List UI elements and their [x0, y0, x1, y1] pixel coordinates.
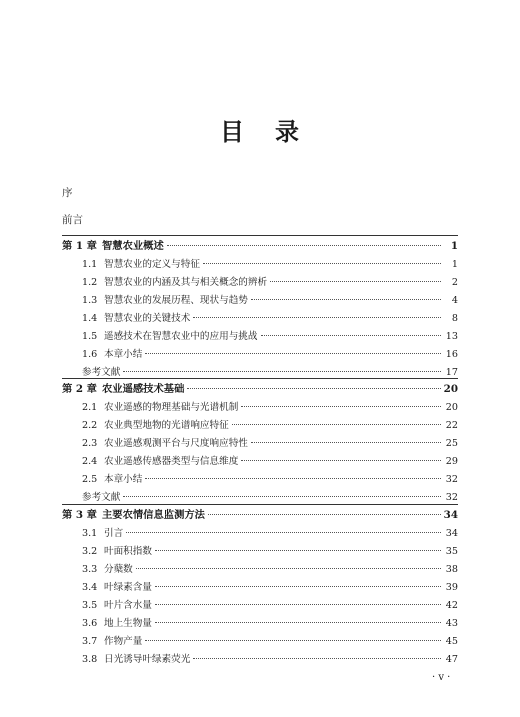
section-number: 2.5	[82, 474, 98, 485]
chapter-page: 20	[443, 383, 458, 395]
section-page: 8	[451, 313, 458, 324]
section-number: 2.4	[82, 456, 98, 467]
toc-section	[62, 310, 458, 328]
toc-section	[62, 471, 458, 489]
page-title-part2: 录	[275, 117, 300, 146]
section-page: 29	[445, 456, 458, 467]
chapter-title: 智慧农业概述	[102, 240, 164, 252]
toc-section	[62, 453, 458, 471]
leader-dots	[155, 586, 441, 587]
leader-dots	[145, 353, 441, 354]
section-number: 1.5	[82, 331, 98, 342]
chapter-page: 34	[443, 509, 458, 521]
leader-dots	[251, 299, 441, 300]
section-title: 智慧农业的发展历程、现状与趋势	[104, 295, 248, 306]
section-page: 47	[445, 654, 458, 665]
references-title: 参考文献	[82, 492, 121, 503]
leader-dots	[261, 335, 442, 336]
toc-section	[62, 399, 458, 417]
leader-dots	[187, 388, 440, 389]
section-number: 1.4	[82, 313, 98, 324]
chapter-title: 主要农情信息监测方法	[102, 509, 205, 521]
section-title: 农业典型地物的光谱响应特征	[104, 420, 229, 431]
chapter-page: 1	[450, 240, 458, 252]
leader-dots	[232, 424, 441, 425]
section-title: 智慧农业的关键技术	[104, 313, 191, 324]
leader-dots	[155, 550, 441, 551]
toc-section	[62, 292, 458, 310]
section-number: 3.8	[82, 654, 98, 665]
toc-section	[62, 579, 458, 597]
section-page: 25	[445, 438, 458, 449]
section-title: 分蘖数	[104, 564, 133, 575]
section-title: 农业遥感观测平台与尺度响应特性	[104, 438, 248, 449]
section-page: 2	[451, 277, 458, 288]
section-number: 3.4	[82, 582, 98, 593]
toc-section	[62, 346, 458, 364]
section-page: 35	[445, 546, 458, 557]
leader-dots	[241, 406, 441, 407]
page-title-part1: 目	[220, 117, 245, 146]
section-page: 45	[445, 636, 458, 647]
section-number: 1.3	[82, 295, 98, 306]
toc-section	[62, 651, 458, 669]
chapter-title: 农业遥感技术基础	[102, 383, 185, 395]
section-page: 34	[445, 528, 458, 539]
leader-dots	[155, 604, 441, 605]
leader-dots	[193, 658, 441, 659]
section-title: 智慧农业的内涵及其与相关概念的辨析	[104, 277, 268, 288]
section-page: 1	[451, 259, 458, 270]
leader-dots	[123, 496, 441, 497]
section-page: 43	[445, 618, 458, 629]
section-number: 3.7	[82, 636, 98, 647]
chapter-heading	[62, 505, 458, 525]
page-title	[0, 112, 520, 147]
section-number: 3.2	[82, 546, 98, 557]
leader-dots	[270, 281, 441, 282]
section-title: 本章小结	[104, 349, 143, 360]
toc-section	[62, 435, 458, 453]
section-title: 地上生物量	[104, 618, 152, 629]
section-title: 日光诱导叶绿素荧光	[104, 654, 191, 665]
toc-section	[62, 274, 458, 292]
toc-section	[62, 597, 458, 615]
section-page: 32	[445, 474, 458, 485]
leader-dots	[136, 568, 441, 569]
section-title: 引言	[104, 528, 124, 539]
section-title: 智慧农业的定义与特征	[104, 259, 200, 270]
section-title: 叶片含水量	[104, 600, 152, 611]
leader-dots	[126, 532, 441, 533]
section-page: 39	[445, 582, 458, 593]
section-number: 2.3	[82, 438, 98, 449]
section-page: 13	[445, 331, 458, 342]
toc-section	[62, 417, 458, 435]
section-title: 叶面积指数	[104, 546, 152, 557]
references-page: 17	[445, 367, 458, 378]
toc-chapter-2	[62, 378, 458, 507]
leader-dots	[123, 371, 441, 372]
leader-dots	[193, 317, 441, 318]
section-page: 4	[451, 295, 458, 306]
page-footer-number: · v ·	[432, 672, 451, 683]
section-number: 1.6	[82, 349, 98, 360]
section-page: 38	[445, 564, 458, 575]
section-title: 本章小结	[104, 474, 143, 485]
leader-dots	[155, 622, 441, 623]
toc-section	[62, 561, 458, 579]
chapter-heading	[62, 236, 458, 256]
leader-dots	[203, 263, 441, 264]
chapter-number: 第 2 章	[62, 383, 97, 395]
section-title: 遥感技术在智慧农业中的应用与挑战	[104, 331, 258, 342]
leader-dots	[145, 640, 441, 641]
section-number: 3.3	[82, 564, 98, 575]
section-page: 20	[445, 402, 458, 413]
chapter-number: 第 1 章	[62, 240, 97, 252]
section-title: 农业遥感传感器类型与信息维度	[104, 456, 239, 467]
toc-section	[62, 543, 458, 561]
references-title: 参考文献	[82, 367, 121, 378]
toc-chapter-3	[62, 504, 458, 669]
section-title: 作物产量	[104, 636, 143, 647]
section-title: 叶绿素含量	[104, 582, 152, 593]
toc-section	[62, 256, 458, 274]
section-number: 1.2	[82, 277, 98, 288]
toc-chapter-1	[62, 235, 458, 382]
leader-dots	[241, 460, 441, 461]
section-number: 1.1	[82, 259, 98, 270]
section-number: 3.1	[82, 528, 98, 539]
section-number: 3.6	[82, 618, 98, 629]
leader-dots	[167, 245, 441, 246]
toc-section	[62, 633, 458, 651]
leader-dots	[145, 478, 441, 479]
section-number: 2.1	[82, 402, 98, 413]
preface-entry: 序	[62, 187, 73, 199]
chapter-number: 第 3 章	[62, 509, 97, 521]
references-page: 32	[445, 492, 458, 503]
section-number: 3.5	[82, 600, 98, 611]
toc-section	[62, 615, 458, 633]
leader-dots	[208, 514, 441, 515]
section-title: 农业遥感的物理基础与光谱机制	[104, 402, 239, 413]
leader-dots	[251, 442, 441, 443]
toc-section	[62, 328, 458, 346]
chapter-heading	[62, 379, 458, 399]
section-number: 2.2	[82, 420, 98, 431]
section-page: 16	[445, 349, 458, 360]
section-page: 42	[445, 600, 458, 611]
foreword-entry: 前言	[62, 214, 83, 226]
toc-section	[62, 525, 458, 543]
section-page: 22	[445, 420, 458, 431]
